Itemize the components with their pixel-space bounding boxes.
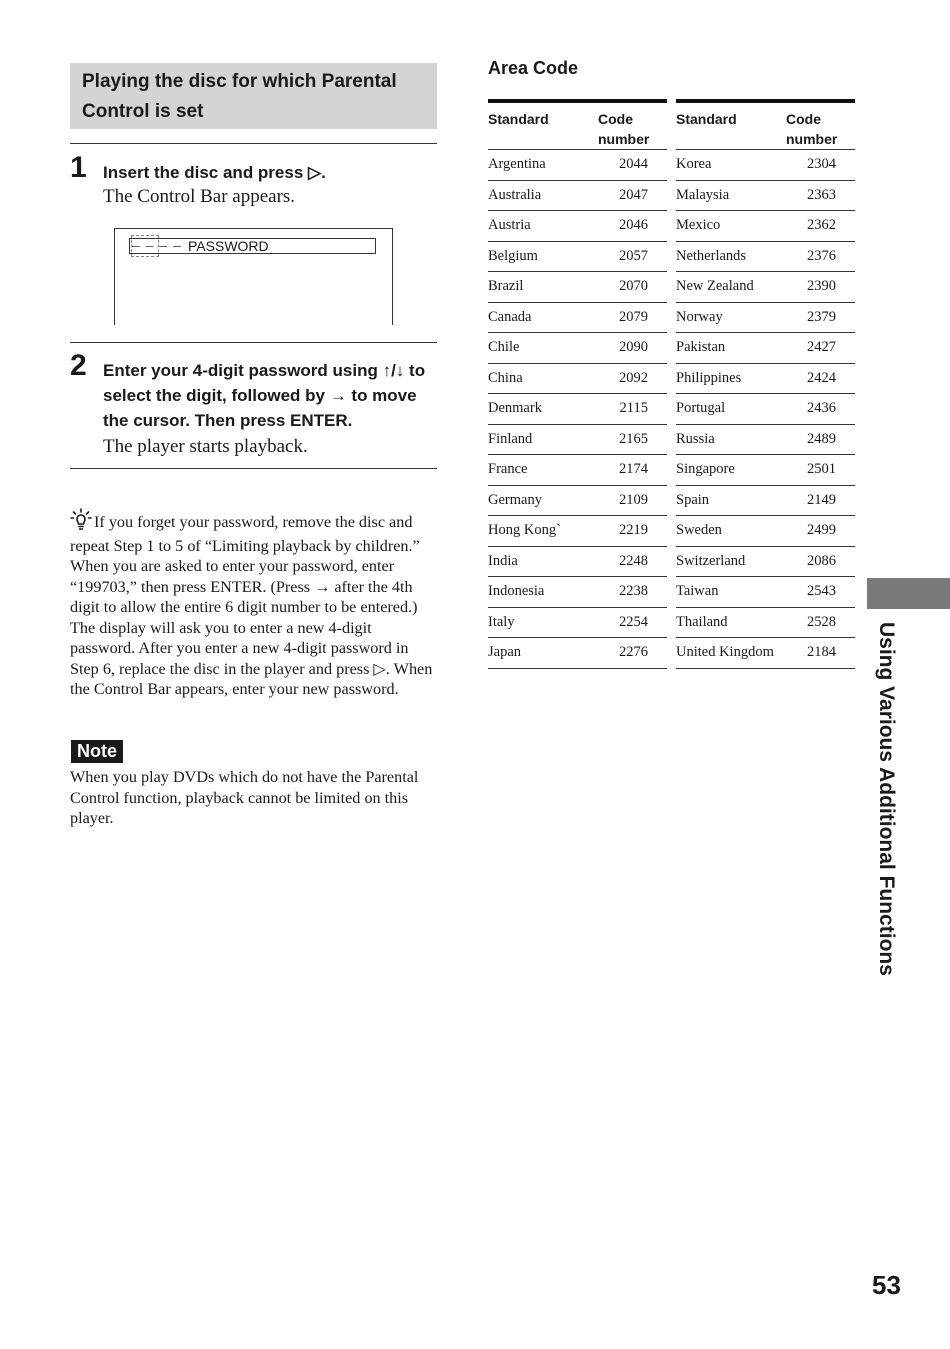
country-name: Hong Kong` (488, 516, 588, 547)
area-code-number: 2528 (776, 607, 855, 638)
country-name: Japan (488, 638, 588, 669)
area-code-number: 2079 (588, 302, 667, 333)
table-row (488, 180, 667, 211)
table-row (488, 394, 667, 425)
area-code-number: 2499 (776, 516, 855, 547)
area-code-number: 2149 (776, 485, 855, 516)
chapter-side-label: Using Various Additional Functions (875, 622, 898, 976)
table-row (488, 546, 667, 577)
area-code-number: 2436 (776, 394, 855, 425)
lightbulb-icon (70, 508, 92, 536)
area-code-number: 2086 (776, 546, 855, 577)
password-screen (114, 228, 393, 325)
table-row (488, 455, 667, 486)
table-row (676, 485, 855, 516)
country-name: Thailand (676, 607, 776, 638)
table-row (676, 363, 855, 394)
country-name: United Kingdom (676, 638, 776, 669)
table-row (676, 546, 855, 577)
area-code-number: 2092 (588, 363, 667, 394)
table-row (488, 516, 667, 547)
area-code-number: 2047 (588, 180, 667, 211)
area-code-number: 2248 (588, 546, 667, 577)
table-row (676, 272, 855, 303)
divider (70, 143, 437, 144)
table-row (488, 302, 667, 333)
password-field (129, 238, 376, 254)
country-name: Philippines (676, 363, 776, 394)
password-dashes: – – – – (132, 237, 182, 253)
country-name: Chile (488, 333, 588, 364)
table-row (488, 363, 667, 394)
table-row (488, 424, 667, 455)
country-name: Austria (488, 211, 588, 242)
table-row (676, 241, 855, 272)
table-row (676, 638, 855, 669)
table-row (676, 302, 855, 333)
step-2-title-line1: Enter your 4-digit password using ↑/↓ to (103, 361, 426, 380)
note-badge: Note (71, 740, 123, 763)
area-code-number: 2165 (588, 424, 667, 455)
table-row (488, 211, 667, 242)
table-row (676, 424, 855, 455)
table-row (488, 485, 667, 516)
section-title-line1: Playing the disc for which Parental (82, 71, 397, 92)
country-name: Argentina (488, 150, 588, 181)
step-1-title: Insert the disc and press ▷. (103, 163, 326, 182)
country-name: Spain (676, 485, 776, 516)
tip-text: If you forget your password, remove the disc and repeat Step 1 to 5 of “Limiting playback by children.” When you are asked to enter your password, enter “199703,” then press ENTER. (Press → after the 4th digit to allow the entire 6 digit number to be entered.) The display will ask you to enter a new 4-digit password. After you enter a new 4-digit password in Step 6, replace the disc in the player and press ▷. When the Control Bar appears, enter your new password. (70, 513, 433, 698)
tip-paragraph (70, 508, 440, 700)
area-code-number: 2238 (588, 577, 667, 608)
area-code-number: 2090 (588, 333, 667, 364)
table-row (488, 607, 667, 638)
area-code-number: 2390 (776, 272, 855, 303)
country-name: France (488, 455, 588, 486)
country-name: Singapore (676, 455, 776, 486)
area-code-table-left (488, 99, 667, 669)
country-name: Norway (676, 302, 776, 333)
table-row (676, 607, 855, 638)
table-row (676, 150, 855, 181)
country-name: Italy (488, 607, 588, 638)
step-2-number: 2 (70, 349, 87, 382)
table-row (676, 516, 855, 547)
divider (70, 342, 437, 343)
table-header-row (488, 101, 667, 150)
page-number: 53 (872, 1270, 901, 1300)
step-2-title-line2: select the digit, followed by → to move (103, 386, 417, 405)
table-row (676, 577, 855, 608)
header-code-line2: number (598, 131, 650, 147)
area-code-number: 2543 (776, 577, 855, 608)
divider (70, 468, 437, 469)
country-name: New Zealand (676, 272, 776, 303)
chapter-tab (867, 578, 950, 609)
step-2-title (103, 358, 443, 433)
table-row (676, 333, 855, 364)
table-row (488, 150, 667, 181)
country-name: China (488, 363, 588, 394)
country-name: Taiwan (676, 577, 776, 608)
area-code-number: 2427 (776, 333, 855, 364)
country-name: Mexico (676, 211, 776, 242)
section-header (70, 63, 437, 129)
header-code-line1: Code (786, 111, 821, 127)
area-code-number: 2362 (776, 211, 855, 242)
section-title-line2: Control is set (82, 101, 204, 122)
table-row (488, 241, 667, 272)
header-code-number (776, 101, 855, 150)
area-code-number: 2219 (588, 516, 667, 547)
country-name: Portugal (676, 394, 776, 425)
header-standard: Standard (676, 101, 776, 150)
area-code-number: 2184 (776, 638, 855, 669)
country-name: Netherlands (676, 241, 776, 272)
area-code-number: 2070 (588, 272, 667, 303)
area-code-number: 2254 (588, 607, 667, 638)
area-code-number: 2174 (588, 455, 667, 486)
country-name: Pakistan (676, 333, 776, 364)
country-name: Australia (488, 180, 588, 211)
area-code-number: 2501 (776, 455, 855, 486)
header-code-line2: number (786, 131, 838, 147)
table-header-row (676, 101, 855, 150)
step-1-number: 1 (70, 151, 87, 184)
area-code-number: 2304 (776, 150, 855, 181)
table-row (676, 180, 855, 211)
area-code-number: 2363 (776, 180, 855, 211)
header-code-number (588, 101, 667, 150)
country-name: Sweden (676, 516, 776, 547)
area-code-title: Area Code (488, 58, 579, 78)
country-name: Belgium (488, 241, 588, 272)
password-label: PASSWORD (188, 238, 269, 254)
country-name: Canada (488, 302, 588, 333)
country-name: Korea (676, 150, 776, 181)
country-name: Malaysia (676, 180, 776, 211)
table-row (488, 638, 667, 669)
area-code-number: 2046 (588, 211, 667, 242)
area-code-number: 2379 (776, 302, 855, 333)
table-row (488, 272, 667, 303)
area-code-number: 2276 (588, 638, 667, 669)
table-row (676, 211, 855, 242)
area-code-number: 2044 (588, 150, 667, 181)
note-text: When you play DVDs which do not have the Parental Control function, playback cannot be limited on this player. (70, 768, 419, 827)
country-name: Denmark (488, 394, 588, 425)
area-code-number: 2376 (776, 241, 855, 272)
area-code-number: 2489 (776, 424, 855, 455)
table-row (488, 577, 667, 608)
country-name: Indonesia (488, 577, 588, 608)
step-2-title-line3: the cursor. Then press ENTER. (103, 411, 353, 430)
area-code-table-right (676, 99, 855, 669)
country-name: Brazil (488, 272, 588, 303)
header-code-line1: Code (598, 111, 633, 127)
header-standard: Standard (488, 101, 588, 150)
country-name: Germany (488, 485, 588, 516)
country-name: Russia (676, 424, 776, 455)
country-name: Switzerland (676, 546, 776, 577)
table-row (488, 333, 667, 364)
area-code-number: 2115 (588, 394, 667, 425)
country-name: India (488, 546, 588, 577)
table-row (676, 394, 855, 425)
step-2-body: The player starts playback. (103, 436, 308, 457)
area-code-number: 2424 (776, 363, 855, 394)
country-name: Finland (488, 424, 588, 455)
area-code-number: 2109 (588, 485, 667, 516)
area-code-number: 2057 (588, 241, 667, 272)
table-row (676, 455, 855, 486)
step-1-body: The Control Bar appears. (103, 186, 296, 207)
